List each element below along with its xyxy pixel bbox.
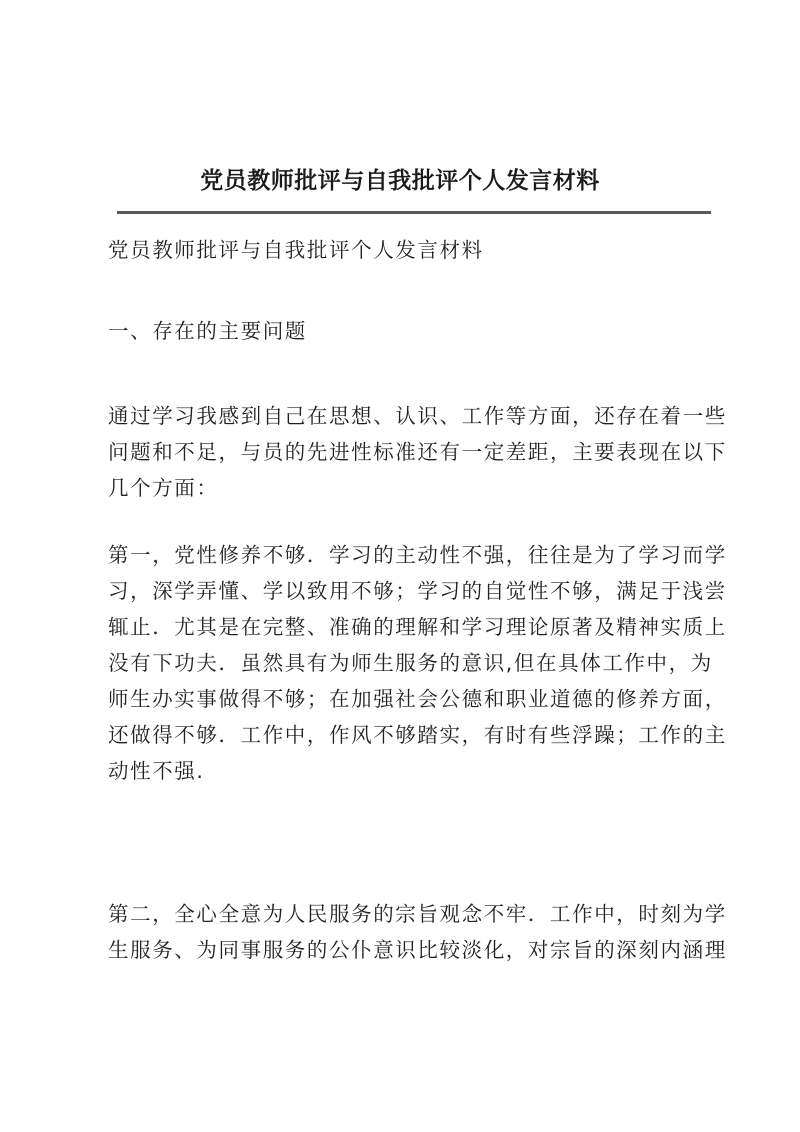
section-heading [108, 313, 708, 349]
paragraph-line: 第一，党性修养不够．学习的主动性不强，往往是为了学习而学 [108, 543, 727, 567]
subtitle-paragraph [108, 232, 708, 268]
paragraph-line: 问题和不足，与员的先进性标准还有一定差距，主要表现在以下 [108, 440, 727, 464]
paragraph-line: 还做得不够．工作中，作风不够踏实，有时有些浮躁；工作的主 [108, 723, 727, 747]
title-divider [117, 211, 711, 214]
section-heading-text: 一、存在的主要问题 [108, 319, 307, 343]
paragraph-line: 第二，全心全意为人民服务的宗旨观念不牢．工作中，时刻为学 [108, 902, 727, 926]
subtitle-text: 党员教师批评与自我批评个人发言材料 [108, 238, 484, 262]
paragraph-line: 习，深学弄懂、学以致用不够；学习的自觉性不够，满足于浅尝 [108, 579, 727, 603]
document-title: 党员教师批评与自我批评个人发言材料 [200, 167, 600, 194]
paragraph-line: 生服务、为同事服务的公仆意识比较淡化，对宗旨的深刻内涵理 [108, 938, 727, 962]
paragraph-line: 动性不强. [108, 759, 205, 783]
paragraph-line: 没有下功夫．虽然具有为师生服务的意识,但在具体工作中，为 [108, 651, 713, 675]
second-point-paragraph [108, 896, 727, 968]
intro-paragraph [108, 398, 727, 506]
paragraph-line: 通过学习我感到自己在思想、认识、工作等方面，还存在着一些 [108, 404, 727, 428]
paragraph-line: 师生办实事做得不够；在加强社会公德和职业道德的修养方面， [108, 687, 727, 711]
paragraph-line: 辄止．尤其是在完整、准确的理解和学习理论原著及精神实质上 [108, 615, 727, 639]
first-point-paragraph [108, 537, 727, 789]
paragraph-line: 几个方面： [108, 476, 219, 500]
